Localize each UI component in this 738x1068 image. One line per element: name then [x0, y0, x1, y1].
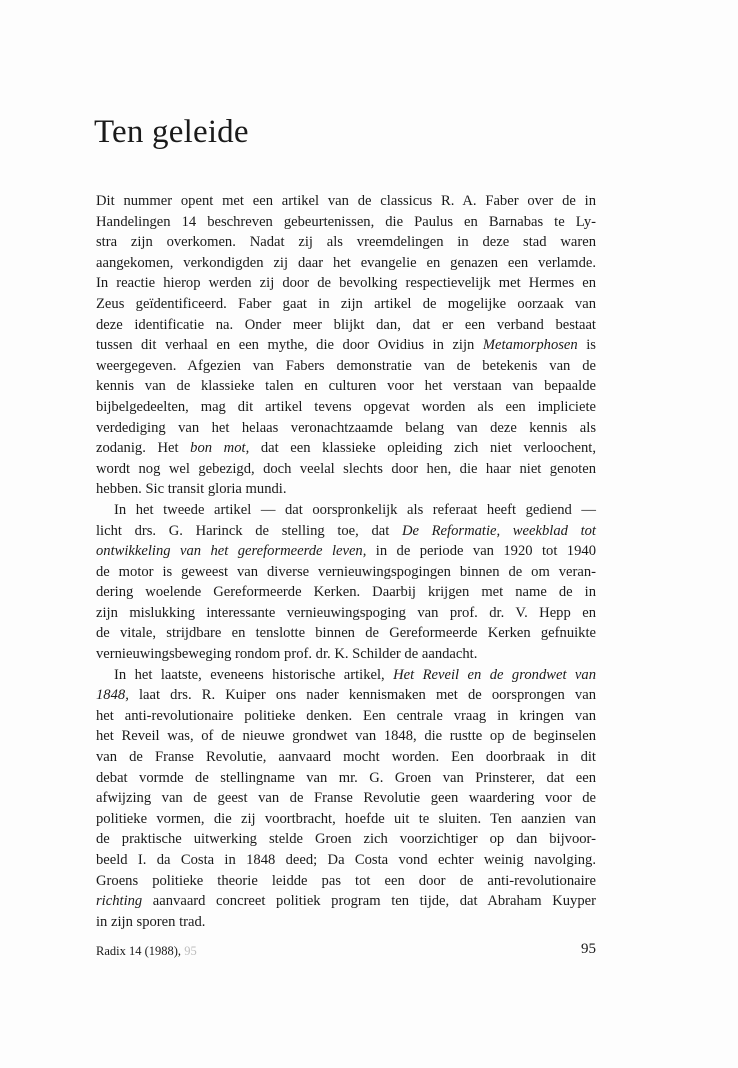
text-line	[96, 479, 596, 500]
text-line	[96, 788, 596, 809]
text-run: wordt nog wel gebezigd, doch veelal slechts door hen, die haar niet genoten	[96, 460, 596, 477]
text-run: de vitale, strijdbare en tenslotte binnen de Gereformeerde Kerken gefnuikte	[96, 625, 596, 642]
text-run: verdediging van het helaas veronachtzaamde belang van deze kennis als	[96, 419, 596, 436]
text-line	[96, 623, 596, 644]
text-line	[96, 521, 596, 542]
text-run: Zeus geïdentificeerd. Faber gaat in zijn artikel de mogelijke oorzaak van	[96, 295, 596, 312]
text-run: vernieuwingsbeweging rondom prof. dr. K. Schilder de aandacht.	[96, 646, 478, 663]
text-line	[96, 376, 596, 397]
text-line	[96, 829, 596, 850]
text-run: het anti-revolutionaire politieke denken. Een centrale vraag in kringen van	[96, 707, 596, 724]
text-line	[96, 726, 596, 747]
text-line	[96, 685, 596, 706]
text-run: dering woelende Gereformeerde Kerken. Daarbij krijgen met name de in	[96, 584, 596, 601]
text-line	[96, 191, 596, 212]
text-run: hebben. Sic transit gloria mundi.	[96, 481, 287, 498]
text-line	[96, 397, 596, 418]
journal-citation	[96, 944, 197, 959]
text-line	[96, 562, 596, 583]
text-line	[96, 809, 596, 830]
text-run: zodanig. Het	[96, 440, 191, 457]
italic-title: De Reformatie, weekblad tot	[401, 522, 596, 539]
text-run: de praktische uitwerking stelde Groen zich voorzichtiger op dan bijvoor-	[96, 831, 596, 848]
text-line	[96, 232, 596, 253]
italic-title: Het Reveil en de grondwet van	[393, 666, 597, 683]
page-number: 95	[581, 941, 596, 957]
text-run: in de periode van 1920 tot 1940	[366, 543, 596, 560]
text-run: Dit nummer opent met een artikel van de classicus R. A. Faber over de in	[96, 193, 596, 209]
text-line	[96, 212, 596, 233]
text-line	[96, 500, 596, 521]
text-line	[96, 644, 596, 665]
text-run: afwijzing van de geest van de Franse Revolutie geen waardering voor de	[96, 790, 596, 807]
text-line	[96, 273, 596, 294]
text-line	[96, 850, 596, 871]
text-line	[96, 768, 596, 789]
italic-title: 1848,	[96, 687, 129, 704]
text-line	[96, 747, 596, 768]
text-line	[96, 253, 596, 274]
text-run: aangekomen, verkondigden zij daar het evangelie en genazen een verlamde.	[96, 254, 596, 271]
text-run: deze identificatie na. Onder meer blijkt dan, dat er een verband bestaat	[96, 316, 596, 333]
text-run: het Reveil was, of de nieuwe grondwet van 1848, die rustte op de beginselen	[96, 728, 596, 745]
text-line	[96, 603, 596, 624]
article-body	[96, 191, 596, 932]
text-run: zijn mislukking interessante vernieuwingspoging van prof. dr. V. Hepp en	[96, 604, 596, 621]
text-run: is	[577, 337, 596, 354]
text-run: In reactie hierop werden zij door de bevolking respectievelijk met Hermes en	[96, 275, 596, 292]
text-line	[96, 438, 596, 459]
text-run: kennis van de klassieke talen en culturen voor het verstaan van bepaalde	[96, 378, 596, 395]
text-line	[96, 315, 596, 336]
text-line	[96, 582, 596, 603]
text-line	[96, 912, 596, 933]
text-run: politieke vormen, die zij voortbracht, hoefde uit te sluiten. Ten aanzien van	[96, 810, 596, 827]
text-line	[96, 665, 596, 686]
text-line	[96, 418, 596, 439]
text-line	[96, 459, 596, 480]
text-run: bijbelgedeelten, mag dit artikel tevens opgevat worden als een impliciete	[96, 398, 596, 415]
text-line	[96, 335, 596, 356]
citation-text: Radix 14 (1988),	[96, 944, 182, 958]
text-run: licht drs. G. Harinck de stelling toe, dat	[96, 522, 402, 539]
italic-title: richting	[96, 893, 143, 910]
text-run: de motor is geweest van diverse vernieuwingspogingen binnen de om veran-	[96, 563, 596, 580]
text-run: laat drs. R. Kuiper ons nader kennismaken met de oorsprongen van	[128, 687, 596, 704]
text-run: dat een klassieke opleiding zich niet verloochent,	[249, 440, 597, 457]
text-run: van de Franse Revolutie, aanvaard mocht worden. Een doorbraak in dit	[96, 749, 596, 766]
text-run: stra zijn overkomen. Nadat zij als vreemdelingen in deze stad waren	[96, 234, 596, 251]
text-run: In het tweede artikel — dat oorspronkelijk als referaat heeft gediend —	[114, 501, 596, 518]
italic-title: Metamorphosen	[482, 337, 578, 354]
text-run: tussen dit verhaal en een mythe, die door Ovidius in zijn	[96, 337, 483, 354]
text-run: in zijn sporen trad.	[96, 913, 206, 930]
text-run: aanvaard concreet politiek program ten tijde, dat Abraham Kuyper	[142, 893, 596, 910]
text-line	[96, 706, 596, 727]
italic-title: bon mot,	[190, 440, 250, 457]
italic-title: ontwikkeling van het gereformeerde leven,	[96, 543, 367, 560]
text-run: weergegeven. Afgezien van Fabers demonstratie van de betekenis van de	[96, 357, 596, 374]
text-line	[96, 891, 596, 912]
text-run: In het laatste, eveneens historische artikel,	[114, 666, 394, 683]
page-title: Ten geleide	[94, 114, 249, 150]
text-line	[96, 871, 596, 892]
citation-faint-page: 95	[184, 944, 197, 958]
text-run: Groens politieke theorie leidde pas tot een door de anti-revolutionaire	[96, 872, 596, 889]
text-run: Handelingen 14 beschreven gebeurtenissen, die Paulus en Barnabas te Ly-	[96, 213, 596, 230]
text-line	[96, 541, 596, 562]
text-line	[96, 294, 596, 315]
text-run: beeld I. da Costa in 1848 deed; Da Costa vond echter weinig navolging.	[96, 852, 596, 868]
text-line	[96, 356, 596, 377]
text-run: debat vormde de stellingname van mr. G. Groen van Prinsterer, dat een	[96, 769, 596, 786]
